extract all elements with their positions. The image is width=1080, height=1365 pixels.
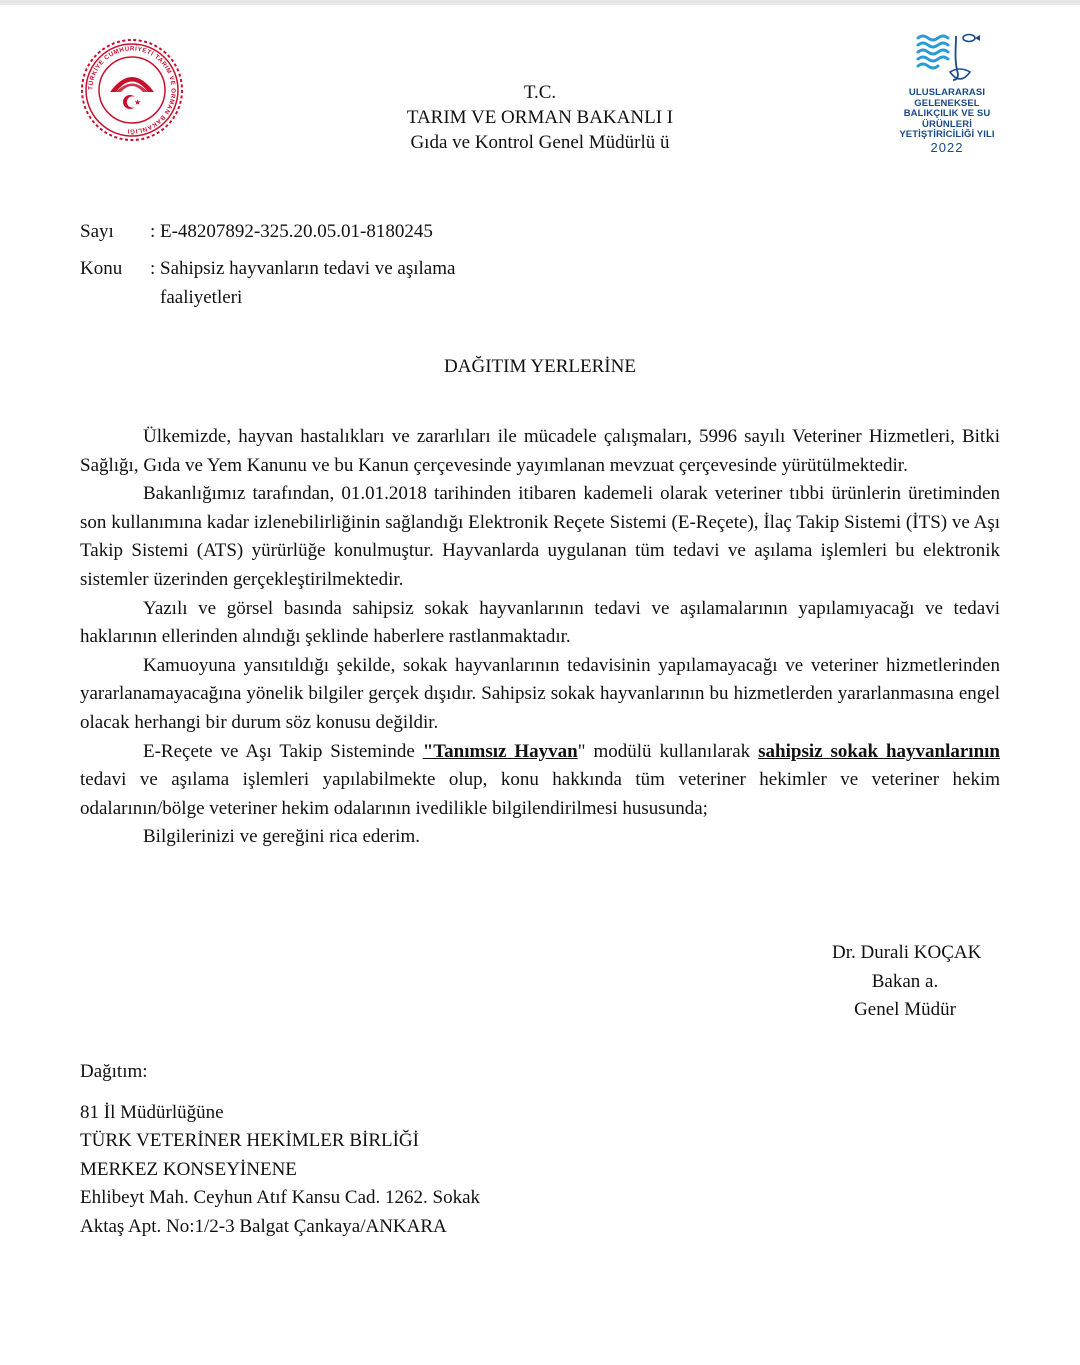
- body-paragraph-4: Kamuoyuna yansıtıldığı şekilde, sokak hayvanlarının tedavisinin yapılamayacağı ve veteriner hizmetlerinden yararlanamayacağına yönelik bilgiler gerçek dışıdır. Sahipsiz sokak hayvanlarının bu hizmetlerden yararlanmasına engel olacak herhangi bir durum söz konusu değildir.: [80, 654, 1000, 733]
- letterhead: [280, 80, 800, 155]
- p5-text-e: tedavi ve aşılama işlemleri yapılabilmekte olup, konu hakkında tüm veteriner hekimler ve veteriner hekim odalarının/bölge veteriner hekim odalarının ivedilikle bilgilendirilmesi hususunda;: [80, 769, 1000, 819]
- letter-body: [80, 423, 1000, 852]
- ministry-seal-icon: [80, 38, 184, 142]
- logo-text-line-3: YETİŞTİRİCİLİĞİ YILI: [899, 129, 995, 140]
- body-paragraph-5: [80, 738, 1000, 824]
- header-line-directorate: Gıda ve Kontrol Genel Müdürlü ü: [410, 132, 670, 153]
- p5-text-a: E-Reçete ve Aşı Takip Sisteminde: [143, 740, 423, 762]
- distribution-item: Ehlibeyt Mah. Ceyhun Atıf Kansu Cad. 1262. Sokak: [80, 1187, 481, 1209]
- distribution-list: [80, 1058, 480, 1242]
- konu-value-line-2: faaliyetleri: [160, 287, 243, 308]
- fishing-year-logo-icon: [912, 30, 982, 88]
- logo-year: 2022: [930, 139, 964, 155]
- body-paragraph-2: Bakanlığımız tarafından, 01.01.2018 tarihinden itibaren kademeli olarak veteriner tıbbi ürünlerin üretiminden son kullanımına kadar izlenebilirliğinin sağlandığı Elektronik Reçete Sistemi (E-Reçete), İlaç Takip Sistemi (İTS) ve Aşı Takip Sistemi (ATS) yürürlüğe konulmuştur. Hayvanlarda uygulanan tüm tedavi ve aşılama işlemleri bu elektronik sistemler üzerinden gerçekleştirilmektedir.: [80, 483, 1000, 590]
- distribution-item: 81 İl Müdürlüğüne: [80, 1101, 224, 1123]
- header-line-tc: T.C.: [523, 82, 557, 103]
- signatory-name: Dr. Durali KOÇAK: [832, 942, 982, 963]
- sayi-row: [80, 217, 433, 246]
- konu-label: Konu: [80, 258, 123, 279]
- distribution-item: Aktaş Apt. No:1/2-3 Balgat Çankaya/ANKARA: [80, 1215, 447, 1237]
- header-line-ministry: TARIM VE ORMAN BAKANLI I: [406, 107, 674, 128]
- tanimsiz-hayvan-emphasis: "Tanımsız Hayvan: [422, 740, 578, 762]
- distribution-label: Dağıtım:: [80, 1061, 148, 1082]
- top-border: [0, 0, 1080, 5]
- fishing-year-logo: [888, 30, 1006, 155]
- signatory-line-2: Bakan a.: [871, 970, 939, 992]
- p5-text-c: " modülü kullanılarak: [577, 740, 759, 762]
- logo-text-line-1: ULUSLARARASI GELENEKSEL: [908, 87, 986, 109]
- sayi-value: E-48207892-325.20.05.01-8180245: [160, 221, 433, 242]
- sayi-separator: :: [150, 221, 156, 242]
- konu-row: [80, 254, 455, 283]
- signature-block: [780, 939, 1030, 1025]
- distribution-title: DAĞITIM YERLERİNE: [444, 356, 636, 377]
- seal-ring-text: TÜRKİYE CUMHURİYETİ TARIM VE ORMAN BAKANLIĞI: [87, 45, 177, 135]
- signatory-title: Genel Müdür: [854, 999, 956, 1020]
- sayi-label: Sayı: [80, 221, 114, 242]
- body-paragraph-1: Ülkemizde, hayvan hastalıkları ve zararlıları ile mücadele çalışmaları, 5996 sayılı Veteriner Hizmetleri, Bitki Sağlığı, Gıda ve Yem Kanunu ve bu Kanun çerçevesinde yayımlanan mevzuat çerçevesinde yürütülmektedir.: [80, 426, 1000, 476]
- konu-value-line-1: Sahipsiz hayvanların tedavi ve aşılama: [160, 258, 456, 279]
- konu-separator: :: [150, 258, 156, 279]
- distribution-item: MERKEZ KONSEYİNENE: [80, 1158, 297, 1180]
- distribution-item: TÜRK VETERİNER HEKİMLER BİRLİĞİ: [80, 1130, 419, 1152]
- body-paragraph-3: Yazılı ve görsel basında sahipsiz sokak hayvanlarının tedavi ve aşılamalarının yapılamıyacağı ve tedavi haklarının ellerinden alındığı şeklinde haberlere rastlanmaktadır.: [80, 597, 1000, 648]
- svg-text:TÜRKİYE CUMHURİYETİ TARIM VE O: [87, 45, 176, 135]
- logo-text-line-2: BALIKÇILIK VE SU ÜRÜNLERİ: [903, 108, 991, 130]
- sahipsiz-sokak-emphasis: sahipsiz sokak hayvanlarının: [758, 740, 1000, 762]
- body-paragraph-6: Bilgilerinizi ve gereğini rica ederim.: [143, 826, 420, 848]
